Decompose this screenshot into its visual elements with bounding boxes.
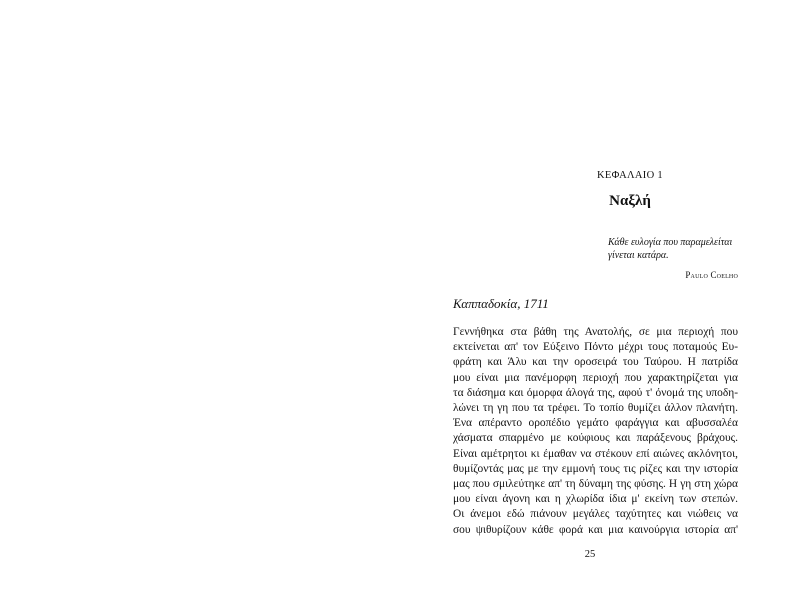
body-line: Είναι αμέτρητοι κι έμαθαν να στέκουν επί αιώνες ακλόνητοι, bbox=[453, 447, 738, 460]
body-line: θυμίζοντάς μας με την εμμονή τους τις ρίζες και την ιστορία bbox=[453, 462, 738, 475]
chapter-label: ΚΕΦΑΛΑΙΟ 1 bbox=[597, 170, 663, 181]
section-heading: Καππαδοκία, 1711 bbox=[453, 296, 549, 311]
body-line: Ένα απέραντο οροπέδιο γεμάτο φαράγγια και αβυσσαλέα bbox=[453, 417, 738, 430]
body-line: εκτείνεται απ' τον Εύξεινο Πόντο μέχρι τους ποταμούς Ευ- bbox=[453, 341, 738, 354]
body-line: σου ψιθυρίζουν κάθε φορά και μια καινούργια ιστορία απ' bbox=[453, 523, 738, 536]
body-line: Οι άνεμοι εδώ πιάνουν μεγάλες ταχύτητες και νιώθεις να bbox=[453, 508, 738, 521]
page-number: 25 bbox=[584, 549, 596, 560]
body-line: φράτη και Άλυ και την οροσειρά του Ταύρου. Η πατρίδα bbox=[453, 356, 738, 369]
body-line: λώνει τη γη που τα τρέφει. Το τοπίο θυμίζει άλλον πλανήτη. bbox=[453, 402, 738, 415]
epigraph-author: Paulo Coelho bbox=[685, 270, 738, 280]
body-line: τα διάσημα και όμορφα άλογά της, αφού τ' όνομά της υποδη- bbox=[453, 386, 738, 399]
body-line: μας που σμιλεύτηκε απ' τη δύναμη της φύσης. Η γη στη χώρα bbox=[453, 478, 738, 491]
body-line: μου είναι μια πανέμορφη περιοχή που χαρακτηρίζεται για bbox=[453, 371, 738, 384]
body-paragraph bbox=[453, 325, 738, 538]
chapter-title: Ναξλή bbox=[609, 193, 651, 209]
epigraph-line: Κάθε ευλογία που παραμελείται bbox=[608, 237, 733, 248]
body-line: μου είναι άγονη και η χλωρίδα ίδια μ' εκείνη των στεπών. bbox=[453, 493, 738, 506]
body-line: χάσματα σπαρμένο με κούφιους και παράξενους βράχους. bbox=[453, 432, 738, 445]
epigraph-line: γίνεται κατάρα. bbox=[608, 250, 669, 261]
epigraph-quote bbox=[608, 236, 748, 262]
body-line: Γεννήθηκα στα βάθη της Ανατολής, σε μια περιοχή που bbox=[453, 326, 738, 338]
